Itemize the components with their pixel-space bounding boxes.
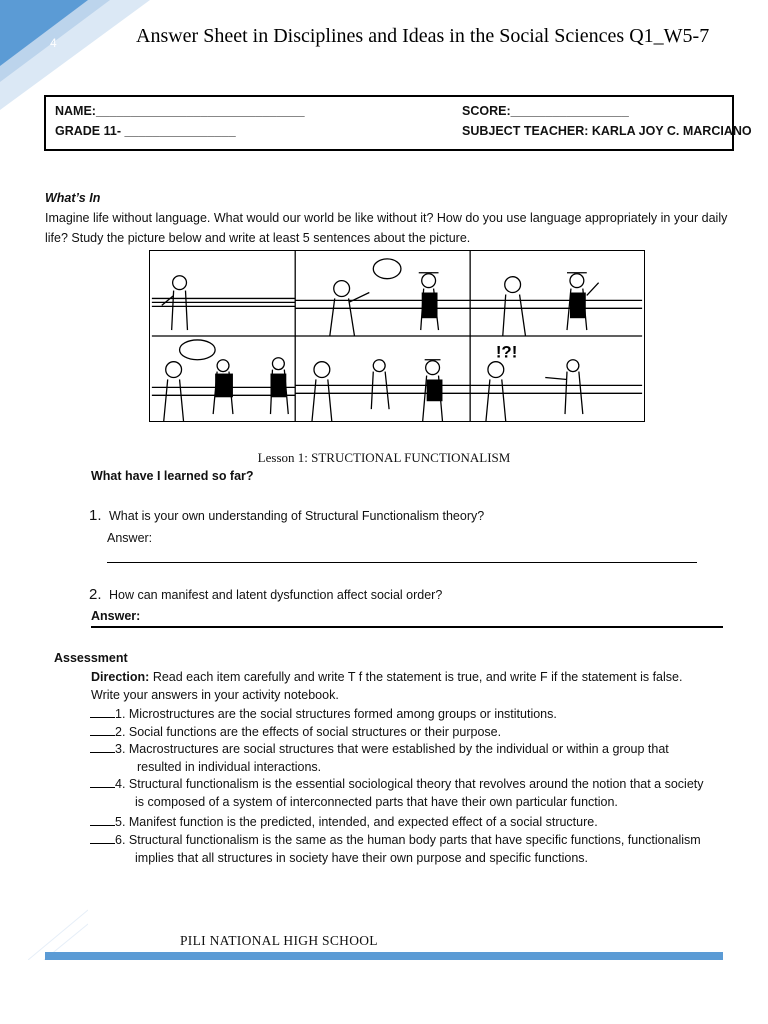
- answer-blank[interactable]: [90, 740, 115, 753]
- question-1: [89, 507, 484, 524]
- assessment-item-2: [90, 723, 730, 741]
- assessment-item-6: [90, 831, 730, 867]
- whats-in-heading: What’s In: [45, 191, 101, 205]
- item-text-continued: resulted in individual interactions.: [137, 760, 322, 774]
- item-text: 3. Macrostructures are social structures that were established by the individual or within a group that: [115, 742, 669, 756]
- answer-blank[interactable]: [90, 831, 115, 844]
- score-field[interactable]: SCORE:_________________: [462, 104, 629, 118]
- name-field[interactable]: NAME:______________________________: [55, 104, 305, 118]
- question-1-text: What is your own understanding of Structural Functionalism theory?: [109, 509, 485, 523]
- answer-1-label: Answer:: [107, 531, 153, 545]
- item-text: 6. Structural functionalism is the same as the human body parts that have specific functions, functionalism: [115, 833, 701, 847]
- direction-label: Direction:: [91, 670, 150, 684]
- question-2: [89, 586, 442, 603]
- item-text: 1. Microstructures are the social structures formed among groups or institutions.: [115, 707, 557, 721]
- whats-in-text: Imagine life without language. What would our world be like without it? How do you use language appropriately in your daily life? Study the picture below and write at least 5 sentences about the picture.: [45, 211, 728, 245]
- school-name: PILI NATIONAL HIGH SCHOOL: [180, 933, 378, 948]
- learned-heading: What have I learned so far?: [91, 469, 254, 483]
- question-2-text: How can manifest and latent dysfunction affect social order?: [109, 588, 443, 602]
- comic-exclamation-text: !?!: [495, 342, 518, 362]
- grade-field[interactable]: GRADE 11- ________________: [55, 124, 236, 138]
- item-text: 5. Manifest function is the predicted, intended, and expected effect of a social structure.: [115, 815, 598, 829]
- document-title: Answer Sheet in Disciplines and Ideas in the Social Sciences Q1_W5-7: [136, 25, 710, 47]
- page-number: 4: [50, 36, 57, 50]
- answer-blank[interactable]: [90, 813, 115, 826]
- answer-blank[interactable]: [90, 723, 115, 736]
- footer-bar: [45, 952, 723, 960]
- assessment-item-5: [90, 813, 730, 831]
- assessment-heading: Assessment: [54, 651, 128, 665]
- item-text: 4. Structural functionalism is the essential sociological theory that revolves around the notion that a society: [115, 777, 704, 791]
- question-1-number: 1.: [89, 507, 102, 524]
- student-info-box: [44, 95, 752, 151]
- assessment-item-4: [90, 775, 730, 811]
- item-text-continued: implies that all structures in society have their own purpose and specific functions.: [135, 851, 589, 865]
- direction-text-2: Write your answers in your activity notebook.: [91, 688, 339, 702]
- answer-2-line[interactable]: [91, 626, 723, 628]
- answer-1-line[interactable]: [107, 562, 697, 563]
- item-text-continued: is composed of a system of interconnected parts that have their own particular function.: [135, 795, 618, 809]
- question-2-number: 2.: [89, 586, 102, 603]
- assessment-item-1: [90, 705, 730, 723]
- assessment-item-3: [90, 740, 730, 776]
- subject-teacher: SUBJECT TEACHER: KARLA JOY C. MARCIANO: [462, 124, 752, 138]
- answer-2-label: Answer:: [91, 609, 141, 623]
- lesson-title: Lesson 1: STRUCTIONAL FUNCTIONALISM: [257, 450, 511, 465]
- corner-decoration: [0, 0, 220, 110]
- assessment-direction: [91, 668, 731, 704]
- item-text: 2. Social functions are the effects of social structures or their purpose.: [115, 725, 502, 739]
- answer-blank[interactable]: [90, 705, 115, 718]
- comic-strip-image: [149, 250, 645, 422]
- footer-decoration: [28, 900, 88, 960]
- answer-blank[interactable]: [90, 775, 115, 788]
- direction-text: Read each item carefully and write T f the statement is true, and write F if the statement is false.: [149, 670, 683, 684]
